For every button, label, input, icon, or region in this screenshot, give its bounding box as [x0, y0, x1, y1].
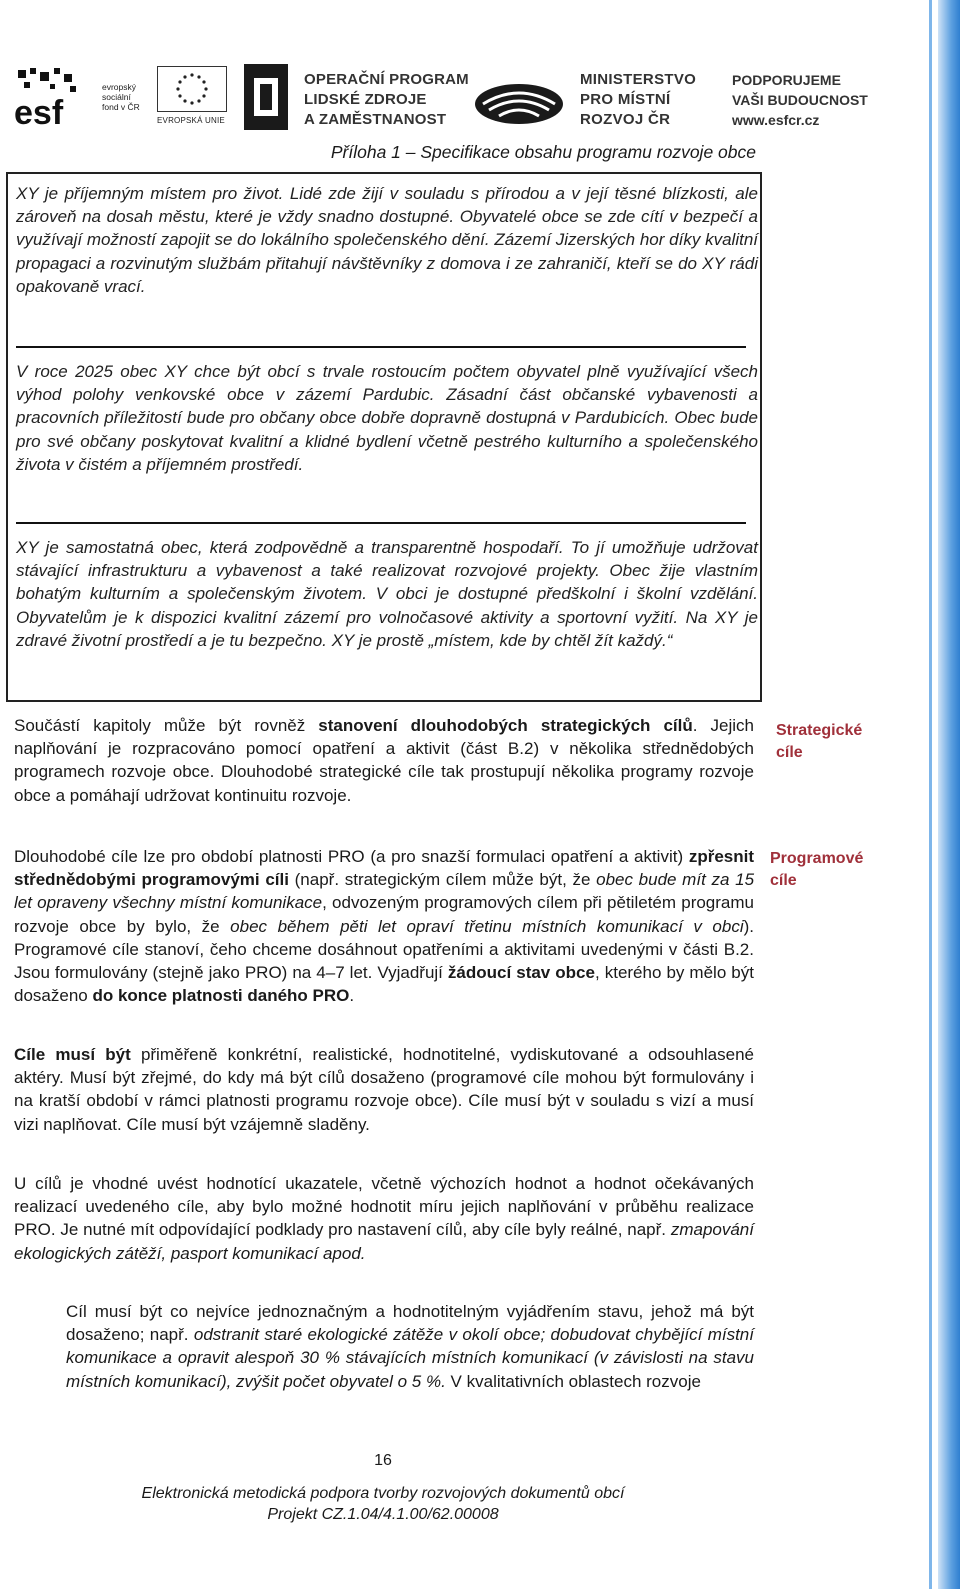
- op-logo-text: [304, 70, 469, 130]
- mmr-logo-line: MINISTERSTVO: [580, 71, 697, 88]
- text-run: přiměřeně konkrétní, realistické, hodnotitelné, vydiskutované a odsouhlasené aktéry. Musí být zřejmé, do kdy má být cílů dosaženo (programové cíle mohou být formulovány i na kratší období v rámci platnosti programu rozvoje obce). Cíle musí být v souladu s vizí a musí vizi naplňovat. Cíle musí být vzájemně sladěny.: [14, 1045, 754, 1134]
- emphasis: zpřesnit střednědobými programovými cíli: [14, 847, 754, 890]
- emphasis: žádoucí stav obce: [447, 963, 595, 983]
- footer-line: Elektronická metodická podpora tvorby rozvojových dokumentů obcí: [141, 1485, 625, 1502]
- mmr-logo-text: [580, 70, 696, 130]
- op-logo-icon: [244, 64, 294, 130]
- text-run: .: [349, 986, 355, 1006]
- margin-note-line: cíle: [770, 872, 797, 889]
- esf-caption-line: sociální: [102, 92, 131, 102]
- paragraph-strategic-goals: [14, 714, 754, 807]
- support-website[interactable]: www.esfcr.cz: [732, 112, 820, 128]
- footer-line: Projekt CZ.1.04/4.1.00/62.00008: [267, 1506, 499, 1523]
- op-logo-line: OPERAČNÍ PROGRAM: [304, 71, 469, 88]
- text-run: . Jejich naplňování je rozpracováno pomocí opatření a aktivit (část B.2) v několika střednědobých programech rozvoje obce. Dlouhodobé strategické cíle tak prostupují několika programy rozvoje obce a pomáhají udržovat kontinuitu rozvoje.: [14, 716, 754, 805]
- support-slogan-line: VAŠI BUDOUCNOST: [732, 92, 868, 108]
- text-run: V kvalitativních oblastech rozvoje: [445, 1371, 701, 1391]
- margin-note-strategic-goals: [776, 720, 926, 764]
- example-text: obec bude mít za 15 let opraveny všechny místní komunikace: [14, 870, 755, 913]
- mmr-logo-icon: [469, 78, 569, 128]
- text-run: (např. strategickým cílem může být, že: [288, 870, 597, 890]
- vision-paragraph-1: XY je příjemným místem pro život. Lidé zde žijí v souladu s přírodou a v její těsné blízkosti, ale zároveň na dosah městu, které je vždy snadno dostupné. Obyvatelé obce se zde cítí v bezpečí a využívají možností zapojit se do lokálního společenského dění. Zázemí Jizerských hor díky kvalitní propagaci a rozvinutým službám přitahují návštěvníky z domova i ze zahraničí, kteří se do XY rádi opakovaně vrací.: [16, 184, 758, 296]
- esf-logo-icon: [14, 64, 114, 128]
- margin-note-line: Strategické: [776, 722, 863, 739]
- mmr-logo-line: ROZVOJ ČR: [580, 111, 671, 128]
- paragraph-program-goals: [14, 845, 754, 1007]
- side-accent-line: [929, 0, 932, 1589]
- appendix-title: Příloha 1 – Specifikace obsahu programu rozvoje obce: [330, 142, 756, 162]
- support-slogan: [732, 70, 868, 130]
- footer: [0, 1483, 766, 1525]
- text-run: , odvozeným programových cílem při pětiletém programu rozvoje obce by bylo, že: [14, 893, 754, 936]
- mmr-logo-line: PRO MÍSTNÍ: [580, 91, 671, 108]
- paragraph-goal-requirements: [14, 1043, 754, 1136]
- margin-note-line: cíle: [776, 744, 803, 761]
- header-logos: [14, 62, 884, 134]
- vision-paragraph-2: V roce 2025 obec XY chce být obcí s trvale rostoucím počtem obyvatel plně využívající všech výhod polohy venkovské obce v zázemí Pardubic. Zásadní část občanské vybavenosti a pracovních příležitostí bude pro občany obce dobře dopravně dostupná v Pardubicích. Obec bude pro své občany poskytovat kvalitní a klidné bydlení včetně pestrého kulturního a společenského života v čistém a příjemném prostředí.: [16, 362, 758, 474]
- support-slogan-line: PODPORUJEME: [732, 72, 841, 88]
- vision-separator: [16, 522, 746, 524]
- emphasis: Cíle musí být: [14, 1045, 131, 1064]
- esf-caption-line: evropský: [102, 82, 137, 92]
- paragraph-indicators: [14, 1172, 754, 1265]
- vision-box: [6, 172, 762, 702]
- text-run: Cíl musí být co nejvíce jednoznačným a hodnotitelným vyjádřením stavu, jehož má být dosaženo; např.: [66, 1302, 754, 1345]
- esf-caption-line: fond v ČR: [102, 102, 140, 112]
- svg-text:esf: esf: [14, 94, 64, 128]
- margin-note-program-goals: [770, 848, 920, 892]
- eu-flag-icon: [157, 66, 227, 112]
- op-logo-line: A ZAMĚSTNANOST: [304, 111, 447, 128]
- example-text: zmapování ekologických zátěží, pasport komunikací apod.: [14, 1220, 754, 1263]
- text-run: Součástí kapitoly může být rovněž: [14, 716, 319, 735]
- emphasis: do konce platnosti daného PRO: [92, 986, 350, 1006]
- page-number: 16: [374, 1452, 392, 1469]
- emphasis: stanovení dlouhodobých strategických cílů: [318, 716, 693, 735]
- margin-note-line: Programové: [770, 850, 864, 867]
- vision-paragraph-3: XY je samostatná obec, která zodpovědně a transparentně hospodaří. To jí umožňuje udržovat stávající infrastrukturu a vybavenost a také realizovat rozvojové projekty. Obec žije vlastním bohatým kulturním a společenským životem. V obci je dostupné předškolní i školní vzdělání. Obyvatelům je k dispozici kvalitní zázemí pro volnočasové aktivity a sportovní vyžití. Na XY je zdravé životní prostředí a je tu bezpečno. XY je prostě „místem, kde by chtěl žít každý.“: [16, 538, 758, 650]
- eu-caption: EVROPSKÁ UNIE: [157, 116, 225, 125]
- vision-separator: [16, 346, 746, 348]
- text-run: U cílů je vhodné uvést hodnotící ukazatele, včetně výchozích hodnot a hodnot očekávaných realizací uvedeného cíle, aby bylo možné hodnotit míru jejich naplňování v průběhu realizace PRO. Je nutné mít odpovídající podklady pro nastavení cílů, aby cíle byly reálné, např.: [14, 1174, 754, 1240]
- op-logo-line: LIDSKÉ ZDROJE: [304, 91, 427, 108]
- side-accent-bar: [938, 0, 960, 1589]
- text-run: , kterého by mělo být dosaženo: [14, 963, 754, 1006]
- example-text: odstranit staré ekologické zátěže v okolí obce; dobudovat chybějící místní komunikace a opravit alespoň 30 % stávajících místních komunikací (v závislosti na stavu místních komunikací), zvýšit počet obyvatel o 5 %.: [66, 1325, 754, 1391]
- paragraph-goal-definition: [66, 1300, 754, 1393]
- example-text: obec během pěti let opraví třetinu místních komunikací v obci: [230, 916, 744, 936]
- esf-caption: [102, 82, 140, 112]
- text-run: ). Programové cíle stanoví, čeho chceme dosáhnout opatřeními a aktivitami uvedenými v části B.2. Jsou formulovány (stejně jako PRO) na 4–7 let. Vyjadřují: [14, 916, 754, 983]
- text-run: Dlouhodobé cíle lze pro období platnosti PRO (a pro snazší formulaci opatření a aktivit): [14, 847, 689, 866]
